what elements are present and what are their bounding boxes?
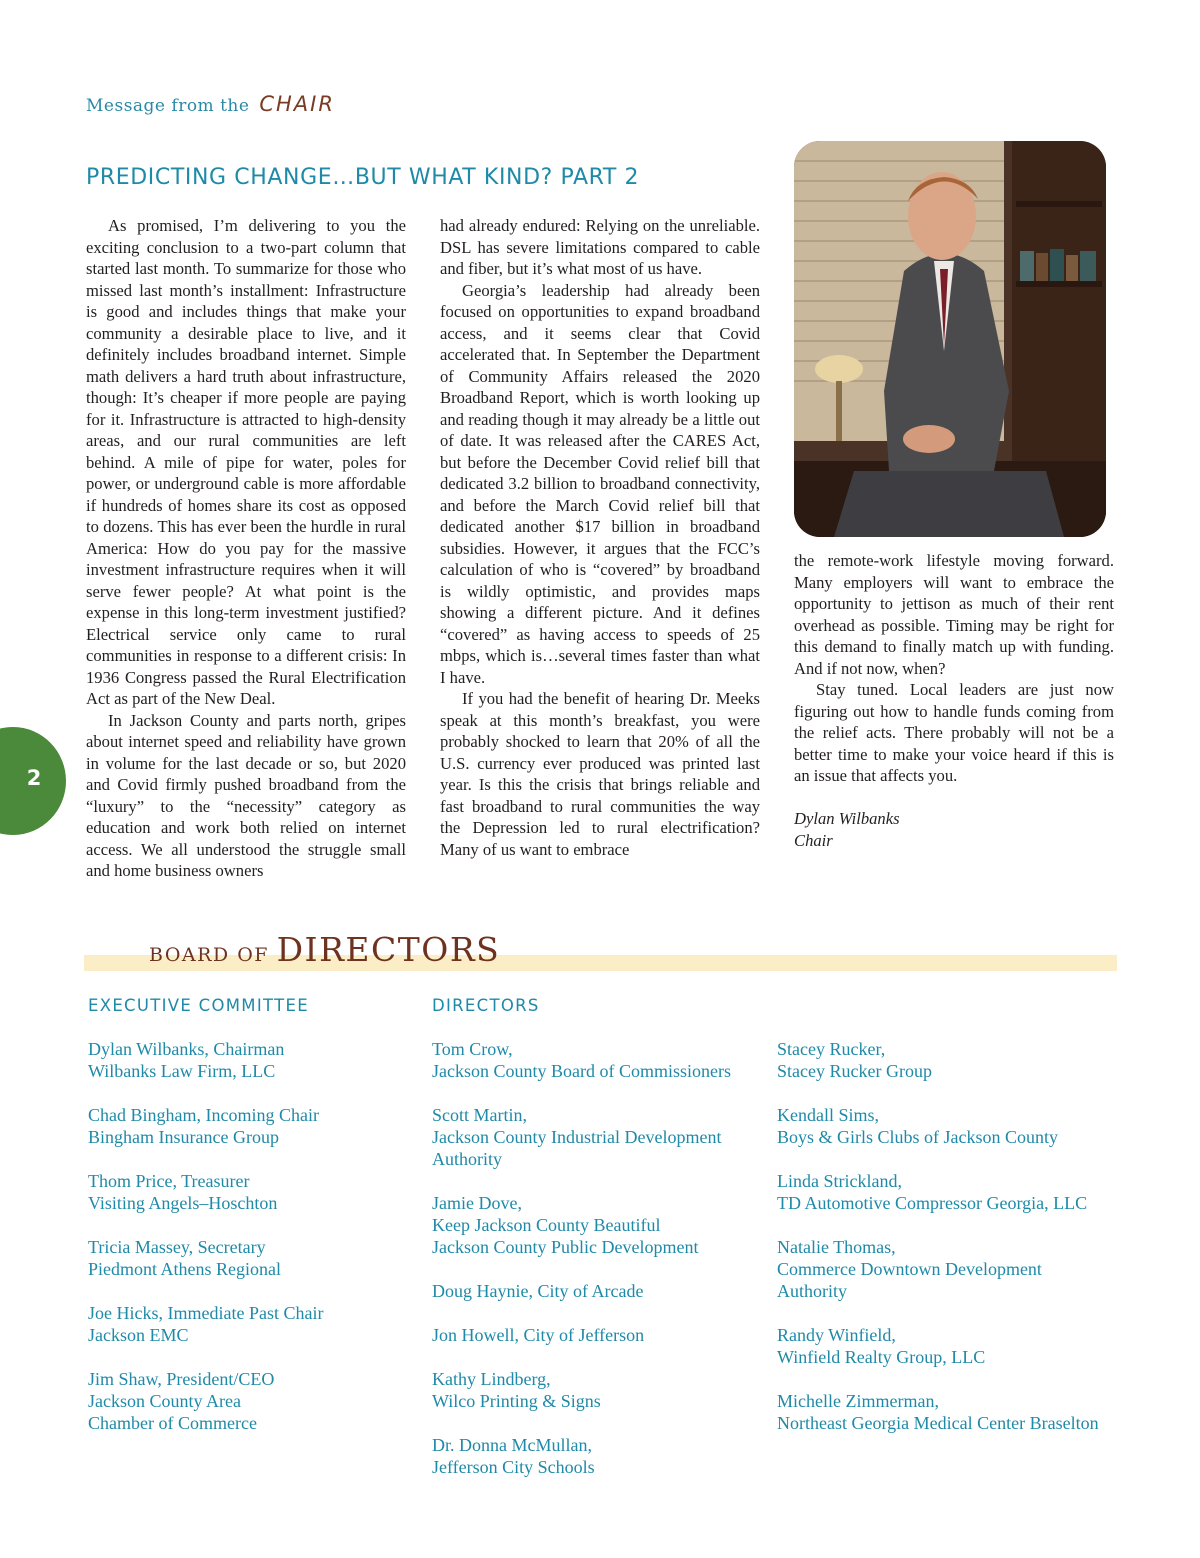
list-item: Michelle Zimmerman, Northeast Georgia Medical Center Braselton	[777, 1391, 1099, 1433]
list-item: Kendall Sims, Boys & Girls Clubs of Jackson County	[777, 1105, 1059, 1147]
list-item: Thom Price, Treasurer Visiting Angels–Hoschton	[88, 1171, 278, 1213]
page-number: 2	[26, 766, 42, 790]
list-item: Scott Martin, Jackson County Industrial Development Authority	[432, 1105, 722, 1169]
directors-list-2	[777, 1038, 1157, 1456]
article-column-1	[86, 215, 406, 882]
list-item: Chad Bingham, Incoming Chair Bingham Insurance Group	[88, 1105, 319, 1147]
list-item: Tricia Massey, Secretary Piedmont Athens Regional	[88, 1237, 281, 1279]
list-item: Jon Howell, City of Jefferson	[432, 1325, 645, 1345]
list-item: Dr. Donna McMullan, Jefferson City Schools	[432, 1435, 595, 1477]
portrait-illustration	[794, 141, 1106, 537]
list-item: Linda Strickland, TD Automotive Compressor Georgia, LLC	[777, 1171, 1088, 1213]
article-column-3	[794, 550, 1114, 852]
chair-portrait-photo	[794, 141, 1106, 537]
executive-committee-heading: EXECUTIVE COMMITTEE	[88, 996, 309, 1015]
directors-list-1	[432, 1038, 772, 1500]
section-kicker	[86, 92, 335, 116]
kicker-label: Message from the	[86, 96, 250, 116]
paragraph: If you had the benefit of hearing Dr. Meeks speak at this month’s breakfast, you were probably shocked to learn that 20% of all the U.S. currency ever produced was printed last year. Is this the crisis that brings reliable and fast broadband to rural communities the way the Depression led to rural electrification? Many of us want to embrace	[440, 689, 760, 859]
list-item: Doug Haynie, City of Arcade	[432, 1281, 644, 1301]
paragraph: had already endured: Relying on the unreliable. DSL has severe limitations compared to cable and fiber, but it’s what most of us have.	[440, 216, 760, 278]
paragraph: As promised, I’m delivering to you the exciting conclusion to a two-part column that started last month. To summarize for those who missed last month’s installment: Infrastructure is good and includes things that make your community a desirable place to live, and it definitely includes broadband internet. Simple math delivers a hard truth about infrastructure, though: It’s cheaper if more people are paying for it. Infrastructure is attracted to high-density areas, and our rural communities are left behind. A mile of pipe for water, poles for power, or underground cable is more affordable if hundreds of homes share its cost as opposed to dozens. This has ever been the hurdle in rural America: How do you pay for the massive investment infrastructure requires when it will serve fewer people? At what point is the expense in this long-term investment justified? Electrical service only came to rural communities in response to a different crisis: In 1936 Congress passed the Rural Electrification Act as part of the New Deal.	[86, 216, 406, 708]
list-item: Jamie Dove, Keep Jackson County Beautiful Jackson County Public Development	[432, 1193, 699, 1257]
executive-committee-list	[88, 1038, 418, 1456]
paragraph: the remote-work lifestyle moving forward. Many employers will want to embrace the opportunity to jettison as much of their rent overhead as possible. Timing may be right for this demand to finally match up with funding. And if not now, when?	[794, 551, 1114, 678]
signature-name: Dylan Wilbanks	[794, 808, 900, 828]
article-column-2	[440, 215, 760, 860]
signature	[794, 808, 1114, 852]
list-item: Joe Hicks, Immediate Past Chair Jackson EMC	[88, 1303, 324, 1345]
list-item: Stacey Rucker, Stacey Rucker Group	[777, 1039, 932, 1081]
paragraph: Georgia’s leadership had already been focused on opportunities to expand broadband access, and it seems clear that Covid accelerated that. In September the Department of Community Affairs released the 2020 Broadband Report, which is worth looking up and reading though it may already be a little out of date. It was released after the CARES Act, but before the December Covid relief bill that dedicated 3.2 billion to broadband connectivity, and before the March Covid relief bill that dedicated another $17 billion in broadband subsidies. However, it argues that the FCC’s calculation of who is “covered” by broadband is wildly optimistic, and provides maps showing a different picture. And it defines “covered” as having access to speeds of 25 mbps, which is…several times faster than what I have.	[440, 280, 760, 687]
kicker-accent: CHAIR	[259, 92, 335, 116]
list-item: Randy Winfield, Winfield Realty Group, LLC	[777, 1325, 986, 1367]
list-item: Kathy Lindberg, Wilco Printing & Signs	[432, 1369, 601, 1411]
list-item: Tom Crow, Jackson County Board of Commissioners	[432, 1039, 731, 1081]
article-title: PREDICTING CHANGE…BUT WHAT KIND? PART 2	[86, 165, 640, 190]
paragraph: In Jackson County and parts north, gripes about internet speed and reliability have grown in volume for the last decade or so, but 2020 and Covid firmly pushed broadband from the “luxury” to the “necessity” category as education and work both relied on internet access. We all understood the struggle small and home business owners	[86, 710, 406, 880]
list-item: Dylan Wilbanks, Chairman Wilbanks Law Firm, LLC	[88, 1039, 285, 1081]
board-title-small: BOARD OF	[149, 944, 269, 966]
board-title	[149, 930, 500, 969]
paragraph: Stay tuned. Local leaders are just now figuring out how to handle funds coming from the relief acts. There probably will not be a better time to make your voice heard if this is an issue that affects you.	[794, 680, 1114, 785]
directors-heading: DIRECTORS	[432, 996, 540, 1015]
list-item: Jim Shaw, President/CEO Jackson County Area Chamber of Commerce	[88, 1369, 275, 1433]
list-item: Natalie Thomas, Commerce Downtown Development Authority	[777, 1237, 1042, 1301]
board-title-big: DIRECTORS	[276, 930, 501, 969]
signature-title: Chair	[794, 830, 833, 850]
